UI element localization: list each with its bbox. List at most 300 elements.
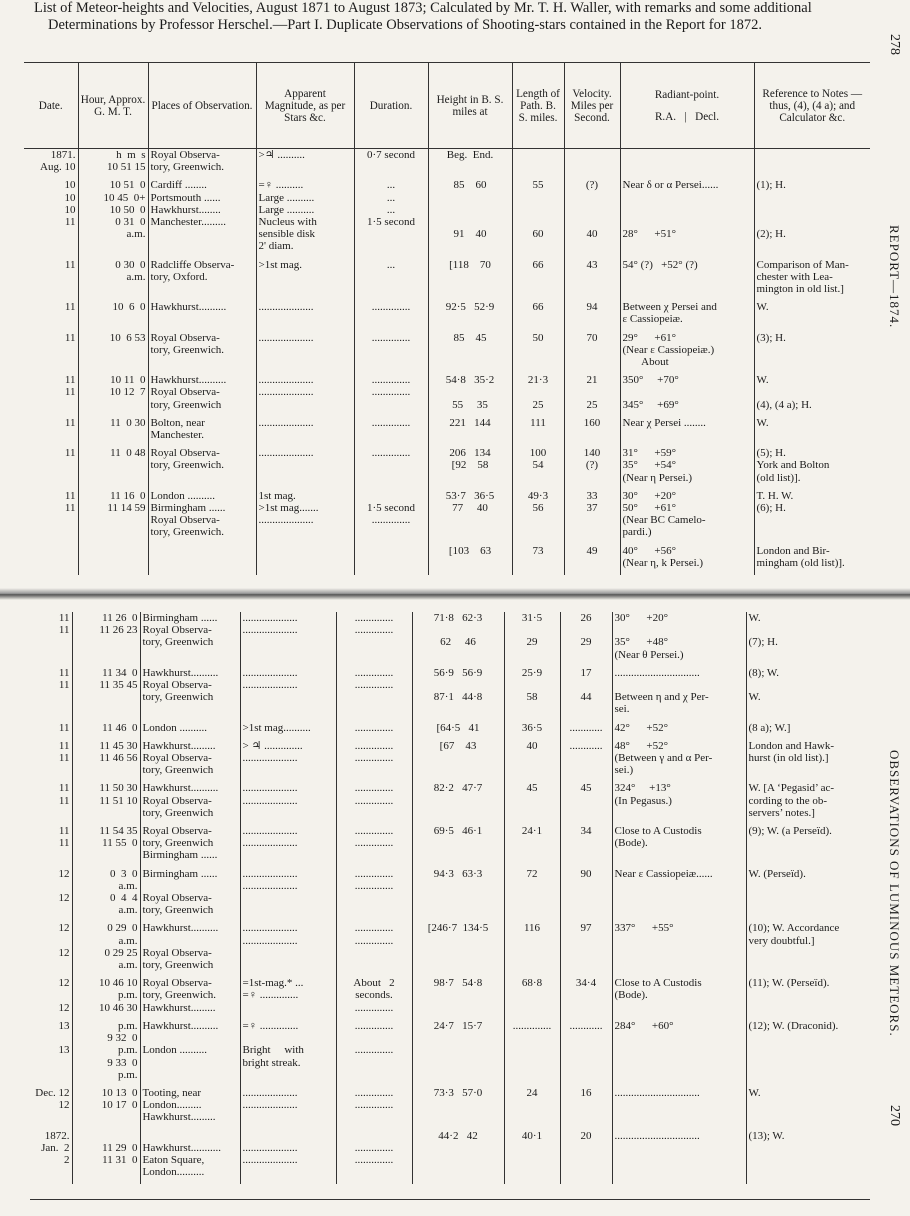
cell-hour	[78, 490, 148, 539]
cell-notes-text: W.	[756, 301, 769, 314]
cell-duration	[336, 782, 412, 819]
cell-notes	[746, 722, 870, 734]
cell-length-text: 116	[523, 922, 541, 935]
cell-date	[30, 825, 72, 862]
cell-height-text: 53·7 36·5 77 40	[445, 489, 495, 515]
cell-place	[140, 722, 240, 734]
cell-magnitude-text: .................... ....................	[242, 782, 298, 807]
cell-date	[24, 332, 78, 369]
cell-place-text: Hawkhurst..........	[150, 301, 227, 314]
cell-duration	[354, 149, 428, 174]
cell-magnitude-text: ....................	[258, 447, 314, 460]
cell-date-text: 12 12	[58, 977, 70, 1014]
cell-hour-text: h m s 10 51 15	[107, 149, 146, 174]
cell-duration	[336, 922, 412, 971]
cell-radiant	[620, 490, 754, 539]
cell-place-text: Royal Observa- tory, Greenwich.	[150, 149, 225, 174]
cell-magnitude-text: .................... ....................	[242, 1141, 298, 1166]
cell-velocity-text: 97	[580, 922, 592, 935]
cell-hour	[78, 447, 148, 484]
cell-notes-text: London and Hawk- hurst (in old list).]	[748, 739, 835, 765]
cell-place	[148, 332, 256, 369]
cell-height	[428, 417, 512, 441]
cell-date-text: 11	[64, 301, 76, 314]
cell-notes-text: (13); W.	[748, 1129, 785, 1142]
cell-place	[140, 782, 240, 819]
cell-length	[512, 149, 564, 174]
cell-date	[24, 179, 78, 252]
cell-hour	[72, 667, 140, 716]
cell-duration	[354, 490, 428, 539]
cell-velocity-text: 70	[586, 331, 598, 344]
header-height: Height in B. S. miles at	[428, 63, 512, 149]
cell-notes	[746, 740, 870, 777]
cell-date-text: 12 12	[58, 922, 70, 959]
cell-height-text: 73·3 57·0	[433, 1086, 483, 1099]
cell-hour	[78, 417, 148, 441]
cell-hour-text: p.m. 9 32 0 p.m. 9 33 0 p.m.	[107, 1019, 138, 1081]
cell-magnitude-text: .................... ....................	[242, 825, 298, 850]
cell-magnitude-text: ....................	[258, 301, 314, 314]
header-magnitude: Apparent Magnitude, as per Stars &c.	[256, 63, 354, 149]
cell-place	[148, 179, 256, 252]
cell-hour-text: 11 16 0 11 14 59	[107, 489, 146, 515]
cell-hour-text: 10 6 0	[112, 301, 146, 314]
cell-length	[504, 977, 560, 1014]
cell-radiant	[620, 179, 754, 252]
cell-notes-text: (9); W. (a Perseïd).	[748, 825, 832, 838]
cell-magnitude	[240, 740, 336, 777]
cell-height-text: [67 43	[439, 739, 477, 752]
cell-height	[412, 1087, 504, 1124]
cell-velocity-text: (?) 40	[585, 179, 599, 241]
cell-velocity-text: 49	[586, 544, 598, 557]
cell-hour	[72, 722, 140, 734]
cell-radiant	[620, 301, 754, 325]
cell-length-text: 21·3 25	[527, 374, 549, 411]
cell-height-text: 54·8 35·2 55 35	[445, 374, 495, 411]
header-places: Places of Observation.	[148, 63, 256, 149]
cell-length-text: 111	[530, 416, 546, 429]
cell-length	[504, 722, 560, 734]
cell-length	[504, 1087, 560, 1124]
cell-duration-text: .............. ..............	[371, 374, 411, 399]
cell-date-text: Dec. 12 12	[35, 1086, 70, 1112]
cell-length	[512, 332, 564, 369]
cell-height	[412, 977, 504, 1014]
cell-height	[412, 825, 504, 862]
cell-hour	[72, 825, 140, 862]
cell-hour-text: 11 45 30 11 46 56	[99, 739, 138, 765]
cell-velocity	[564, 179, 620, 252]
cell-magnitude-text: =♀ .............. Bright with bright streak.	[242, 1019, 304, 1069]
cell-date-text: 10 10 10 11	[64, 179, 76, 229]
cell-height	[412, 722, 504, 734]
cell-notes	[754, 259, 870, 296]
cell-date-text: 11 11	[58, 612, 70, 637]
cell-place	[140, 1020, 240, 1081]
cell-duration-text: .............. ..............	[354, 1141, 394, 1166]
cell-magnitude	[256, 545, 354, 569]
cell-duration-text: .............. ..............	[354, 922, 394, 947]
cell-height-text: 82·2 47·7	[433, 782, 483, 795]
cell-length-text: 72	[526, 867, 538, 880]
cell-place-text: Hawkhurst......... Royal Observa- tory, Greenwich	[142, 739, 216, 777]
cell-date-text: 11	[64, 447, 76, 460]
running-head-bottom: OBSERVATIONS OF LUMINOUS METEORS.	[887, 750, 902, 1037]
cell-radiant-text: 337° +55°	[614, 922, 674, 935]
cell-notes-text: W. (4), (4 a); H.	[756, 374, 812, 411]
cell-place-text: Tooting, near London......... Hawkhurst.........	[142, 1086, 216, 1124]
cell-height	[412, 868, 504, 917]
cell-date-text: 11 11	[58, 666, 70, 692]
table-row	[30, 667, 870, 716]
cell-notes	[746, 977, 870, 1014]
cell-notes	[754, 490, 870, 539]
table-row	[24, 447, 870, 484]
cell-hour-text: 0 3 0 a.m. 0 4 4 a.m.	[110, 867, 138, 917]
cell-notes	[746, 782, 870, 819]
cell-date-text: 12 12	[58, 867, 70, 905]
cell-date	[24, 259, 78, 296]
cell-magnitude-text: .................... ....................	[242, 922, 298, 947]
cell-magnitude	[240, 612, 336, 661]
cell-height	[428, 490, 512, 539]
cell-velocity	[560, 1130, 612, 1179]
cell-radiant	[612, 922, 746, 971]
cell-hour	[78, 149, 148, 174]
cell-magnitude-text: ....................	[258, 416, 314, 429]
cell-duration	[354, 259, 428, 296]
cell-velocity	[564, 545, 620, 569]
cell-radiant	[612, 1020, 746, 1081]
cell-notes	[754, 179, 870, 252]
cell-radiant-text: 350° +70° 345° +69°	[622, 374, 679, 411]
cell-velocity-text: 34·4	[575, 977, 597, 990]
cell-length-text: 68·8	[521, 977, 543, 990]
cell-duration	[354, 447, 428, 484]
cell-radiant-text: 31° +59° 35° +54° (Near η Persei.)	[622, 447, 693, 484]
cell-duration-text: .............. ..............	[354, 612, 394, 637]
cell-length	[512, 447, 564, 484]
cell-height	[412, 782, 504, 819]
cell-length-text: 66	[532, 258, 544, 271]
table-row	[24, 259, 870, 296]
cell-notes-text: T. H. W. (6); H.	[756, 489, 794, 515]
cell-velocity	[560, 868, 612, 917]
header-duration: Duration.	[354, 63, 428, 149]
cell-hour-text: 11 29 0 11 31 0	[102, 1141, 138, 1166]
cell-magnitude-text: >1st mag.	[258, 258, 302, 271]
cell-date	[24, 149, 78, 174]
cell-velocity-text: ............	[569, 1019, 603, 1032]
cell-velocity	[560, 740, 612, 777]
cell-radiant	[612, 1087, 746, 1124]
cell-magnitude	[240, 722, 336, 734]
cell-place	[140, 868, 240, 917]
header-date: Date.	[24, 63, 78, 149]
cell-radiant	[612, 1130, 746, 1179]
bottom-table	[30, 612, 870, 1184]
cell-length	[512, 179, 564, 252]
cell-radiant-text: 48° +52° (Between γ and α Per- sei.)	[614, 739, 713, 777]
cell-duration-text: ..............	[371, 301, 411, 314]
cell-date-text: 11 11	[58, 825, 70, 850]
table-row	[30, 922, 870, 971]
cell-radiant	[620, 149, 754, 174]
cell-length-text: 55 60	[532, 179, 544, 241]
cell-height-text: 98·7 54·8	[433, 977, 483, 990]
cell-height-text: 221 144	[449, 416, 491, 429]
cell-radiant-text: 40° +56° (Near η, k Persei.)	[622, 544, 704, 569]
cell-duration	[354, 179, 428, 252]
cell-height	[412, 667, 504, 716]
cell-magnitude	[256, 374, 354, 411]
cell-notes	[746, 1130, 870, 1179]
cell-radiant	[620, 447, 754, 484]
header-ra: R.A.	[654, 110, 677, 123]
cell-hour-text: 11 34 0 11 35 45	[99, 666, 138, 692]
cell-height-text: Beg. End.	[446, 149, 494, 161]
cell-height-text: [246·7 134·5	[427, 922, 489, 935]
cell-duration	[336, 722, 412, 734]
cell-hour	[78, 259, 148, 296]
cell-radiant	[620, 332, 754, 369]
cell-magnitude	[256, 417, 354, 441]
cell-height	[412, 1020, 504, 1081]
table-row	[24, 301, 870, 325]
cell-height	[412, 1130, 504, 1179]
cell-height	[428, 447, 512, 484]
cell-magnitude-text: >1st mag..........	[242, 721, 311, 734]
row-spacer	[24, 569, 870, 575]
cell-velocity	[560, 1020, 612, 1081]
cell-hour-text: 0 29 0 a.m. 0 29 25 a.m.	[104, 922, 138, 972]
cell-hour	[78, 374, 148, 411]
cell-notes	[746, 825, 870, 862]
header-velocity: Velocity. Miles per Second.	[564, 63, 620, 149]
cell-notes	[754, 447, 870, 484]
cell-place-text: Hawkhurst........... Eaton Square, London..........	[142, 1141, 222, 1179]
cell-magnitude-text: .................... ....................	[258, 374, 314, 399]
cell-place	[140, 740, 240, 777]
cell-radiant-text: 30° +20° 50° +61° (Near BC Camelo- pardi.)	[622, 489, 706, 539]
cell-height-text: 94·3 63·3	[433, 867, 483, 880]
table-row	[24, 149, 870, 174]
cell-length-text: 73	[532, 544, 544, 557]
running-head-top: REPORT—1874.	[887, 225, 902, 329]
cell-radiant	[612, 722, 746, 734]
cell-length	[512, 301, 564, 325]
cell-place	[140, 667, 240, 716]
cell-velocity-text: 45	[580, 782, 592, 795]
cell-place-text: Royal Observa- tory, Greenwich Birmingham ......	[142, 825, 218, 862]
cell-height-text: [103 63	[448, 544, 492, 557]
page-number-top: 278	[887, 34, 902, 55]
cell-length	[504, 740, 560, 777]
cell-length-text: 40	[526, 739, 538, 752]
cell-radiant-text: Between χ Persei and ε Cassiopeiæ.	[622, 301, 717, 326]
header-radiant: Radiant-point. R.A. | Decl.	[620, 63, 754, 149]
cell-hour	[78, 545, 148, 569]
cell-place-text: Hawkhurst.......... Royal Observa- tory, Greenwich	[142, 782, 219, 819]
table-row	[30, 740, 870, 777]
cell-notes	[754, 149, 870, 174]
cell-velocity	[564, 374, 620, 411]
cell-radiant-text: Near ε Cassiopeiæ......	[614, 867, 713, 880]
cell-velocity-text: ............	[569, 721, 603, 734]
cell-hour	[72, 977, 140, 1014]
cell-velocity-text: 33 37	[586, 489, 598, 515]
cell-velocity	[560, 782, 612, 819]
cell-place	[140, 922, 240, 971]
cell-date	[24, 490, 78, 539]
cell-magnitude-text: >♃ ..........	[258, 149, 305, 161]
cell-height	[412, 612, 504, 661]
cell-place	[148, 545, 256, 569]
cell-notes	[746, 868, 870, 917]
cell-length-text: 24	[526, 1086, 538, 1099]
cell-velocity-text: 21 25	[586, 374, 598, 411]
cell-length	[512, 490, 564, 539]
cell-height-text: 69·5 46·1	[433, 825, 483, 838]
cell-radiant-text: Near χ Persei ........	[622, 416, 706, 429]
cell-length	[504, 782, 560, 819]
cell-height-text: 44·2 42	[438, 1129, 478, 1142]
cell-duration-text: .............. ..............	[354, 666, 394, 692]
cell-length	[504, 667, 560, 716]
cell-place-text: Birmingham ...... Royal Observa- tory, Greenwich	[142, 612, 218, 649]
cell-duration	[336, 1087, 412, 1124]
cell-duration-text: 1·5 second ..............	[367, 502, 415, 527]
cell-notes-text: (8); W. W.	[748, 666, 780, 704]
cell-hour-text: 11 0 48	[110, 447, 146, 460]
cell-date-text: 1872. Jan. 2 2	[41, 1129, 70, 1166]
header-decl: Decl.	[695, 110, 720, 123]
cell-notes-text: Comparison of Man- chester with Lea- mington in old list.]	[756, 258, 849, 296]
cell-length-text: 24·1	[521, 825, 543, 838]
cell-height-text: 71·8 62·3 62 46	[433, 612, 483, 649]
cell-notes	[754, 545, 870, 569]
cell-height	[412, 922, 504, 971]
cell-place-text: Radcliffe Observa- tory, Oxford.	[150, 258, 235, 283]
cell-magnitude-text: .................... ....................	[242, 612, 298, 637]
cell-length	[512, 417, 564, 441]
cell-place-text: London ..........	[142, 721, 207, 734]
cell-height-text: 85 45	[453, 331, 487, 344]
cell-radiant-text: 54° (?) +52° (?)	[622, 258, 698, 271]
cell-date	[24, 447, 78, 484]
page-title: List of Meteor-heights and Velocities, August 1871 to August 1873; Calculated by Mr. T. H. Waller, with remarks and some additional Determinations by Professor Herschel.—Part I. Duplicate Observations of Shooting-stars contained in the Report for 1872.	[34, 0, 812, 33]
cell-velocity	[564, 447, 620, 484]
cell-magnitude-text: .................... ....................	[242, 666, 298, 692]
cell-magnitude-text: 1st mag. >1st mag....... ....................	[258, 489, 319, 527]
cell-height-text: 92·5 52·9	[445, 301, 495, 314]
cell-place	[140, 977, 240, 1014]
bottom-rule	[30, 1199, 870, 1200]
cell-hour	[72, 1020, 140, 1081]
cell-hour-text: 10 11 0 10 12 7	[109, 374, 146, 399]
cell-velocity-text: 43	[586, 258, 598, 271]
cell-radiant-text: Near δ or α Persei...... 28° +51°	[622, 179, 719, 241]
cell-height	[428, 179, 512, 252]
cell-date	[30, 1087, 72, 1124]
cell-notes-text: (8 a); W.]	[748, 721, 791, 734]
cell-magnitude	[256, 447, 354, 484]
cell-magnitude	[240, 922, 336, 971]
cell-radiant-text: 29° +61° (Near ε Cassiopeiæ.) About	[622, 331, 715, 369]
cell-date	[30, 1130, 72, 1179]
table-row	[30, 977, 870, 1014]
cell-magnitude	[256, 301, 354, 325]
cell-magnitude-text: =1st-mag.* ... =♀ ..............	[242, 977, 304, 1002]
cell-notes	[746, 1020, 870, 1081]
cell-date	[30, 782, 72, 819]
cell-date-text: 11 11	[58, 782, 70, 807]
table-row	[30, 1020, 870, 1081]
cell-hour-text: 11 54 35 11 55 0	[99, 825, 138, 850]
cell-duration-text: .............. ..............	[354, 782, 394, 807]
cell-magnitude	[240, 1130, 336, 1179]
cell-place-text: Cardiff ........ Portsmouth ...... Hawkhurst........ Manchester.........	[150, 179, 226, 229]
cell-hour	[72, 612, 140, 661]
cell-place-text: Royal Observa- tory, Greenwich.	[150, 447, 225, 472]
cell-hour	[72, 922, 140, 971]
page-fold-separator	[0, 588, 910, 600]
cell-place	[140, 612, 240, 661]
cell-date	[30, 977, 72, 1014]
header-length: Length of Path. B. S. miles.	[512, 63, 564, 149]
cell-radiant-text: 284° +60°	[614, 1019, 674, 1032]
table-row	[24, 374, 870, 411]
cell-date-text: 11 11	[58, 739, 70, 765]
cell-velocity	[560, 667, 612, 716]
cell-date	[30, 667, 72, 716]
cell-duration-text: ..............	[354, 721, 394, 734]
cell-place-text: Royal Observa- tory, Greenwich. Hawkhurst.........	[142, 977, 217, 1014]
cell-radiant-text: 42° +52°	[614, 721, 669, 734]
table-row	[24, 545, 870, 569]
cell-duration-text: 0·7 second	[367, 149, 415, 161]
cell-velocity-text: 20	[580, 1129, 592, 1142]
cell-notes-text: W.	[756, 416, 769, 429]
cell-velocity	[564, 259, 620, 296]
cell-length-text: 36·5	[521, 721, 543, 734]
cell-duration-text: ..............	[371, 447, 411, 460]
cell-date-text: 11	[64, 416, 76, 429]
cell-radiant	[620, 259, 754, 296]
cell-velocity	[564, 332, 620, 369]
cell-length	[512, 259, 564, 296]
table-row	[30, 1130, 870, 1179]
header-notes: Reference to Notes —thus, (4), (4 a); and Calculator &c.	[754, 63, 870, 149]
cell-radiant-text: 324° +13° (In Pegasus.)	[614, 782, 672, 807]
cell-place	[140, 1087, 240, 1124]
cell-date	[30, 612, 72, 661]
cell-date-text: 11	[64, 258, 76, 271]
cell-place	[148, 490, 256, 539]
cell-hour	[72, 782, 140, 819]
cell-duration	[354, 545, 428, 569]
cell-radiant	[612, 825, 746, 862]
cell-hour	[72, 740, 140, 777]
cell-duration	[336, 868, 412, 917]
cell-length	[512, 374, 564, 411]
top-table	[24, 62, 870, 575]
cell-notes-text: (5); H. York and Bolton (old list)].	[756, 447, 830, 484]
cell-velocity	[564, 490, 620, 539]
cell-magnitude	[256, 332, 354, 369]
